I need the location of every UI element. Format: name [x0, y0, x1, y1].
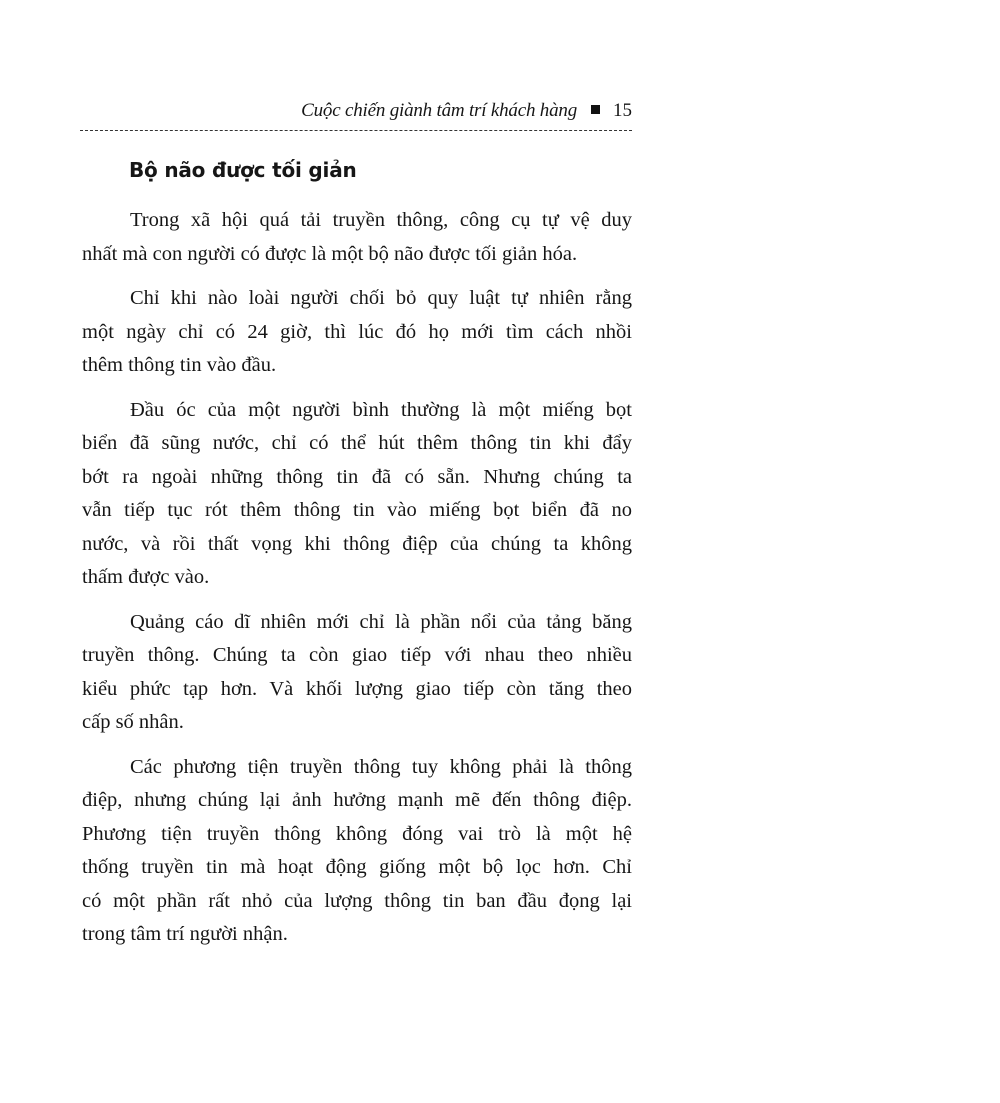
text-line: Các phương tiện truyền thông tuy không phải là thông [130, 755, 632, 778]
running-title: Cuộc chiến giành tâm trí khách hàng [301, 100, 577, 121]
text-line: thống truyền tin mà hoạt động giống một bộ lọc hơn. Chỉ [82, 856, 632, 878]
paragraph [82, 282, 632, 383]
paragraph [82, 394, 632, 595]
text-line: vẫn tiếp tục rót thêm thông tin vào miếng bọt biển đã no [82, 499, 632, 521]
running-header [80, 100, 632, 130]
text-line: Quảng cáo dĩ nhiên mới chỉ là phần nổi của tảng băng [130, 610, 632, 633]
text-line: điệp, nhưng chúng lại ảnh hưởng mạnh mẽ đến thông điệp. [82, 789, 632, 811]
text-line: nước, và rồi thất vọng khi thông điệp của chúng ta không [82, 532, 632, 555]
text-line: một ngày chỉ có 24 giờ, thì lúc đó họ mới tìm cách nhồi [82, 320, 632, 343]
text-line: kiểu phức tạp hơn. Và khối lượng giao tiếp còn tăng theo [82, 677, 632, 700]
text-line: trong tâm trí người nhận. [82, 923, 288, 945]
text-line: cấp số nhân. [82, 711, 184, 733]
paragraph [82, 204, 632, 271]
section-heading: Bộ não được tối giản [129, 158, 357, 182]
text-line: Trong xã hội quá tải truyền thông, công cụ tự vệ duy [130, 209, 632, 231]
text-line: thấm được vào. [82, 566, 210, 588]
text-line: biển đã sũng nước, chỉ có thể hút thêm thông tin khi đẩy [82, 432, 632, 454]
text-line: thêm thông tin vào đầu. [82, 354, 277, 376]
square-bullet-icon [591, 105, 600, 114]
text-line: Chỉ khi nào loài người chối bỏ quy luật tự nhiên rằng [130, 287, 632, 309]
paragraph [82, 606, 632, 740]
text-line: bớt ra ngoài những thông tin đã có sẵn. Nhưng chúng ta [82, 465, 632, 488]
text-line: Đầu óc của một người bình thường là một miếng bọt [130, 398, 632, 421]
header-divider [80, 130, 632, 131]
text-line: có một phần rất nhỏ của lượng thông tin ban đầu đọng lại [82, 889, 632, 912]
paragraph [82, 751, 632, 952]
body-text [82, 204, 632, 963]
text-line: nhất mà con người có được là một bộ não được tối giản hóa. [82, 242, 578, 265]
text-line: Phương tiện truyền thông không đóng vai trò là một hệ [82, 822, 632, 845]
page-number: 15 [613, 100, 632, 121]
text-line: truyền thông. Chúng ta còn giao tiếp với nhau theo nhiều [82, 644, 632, 666]
